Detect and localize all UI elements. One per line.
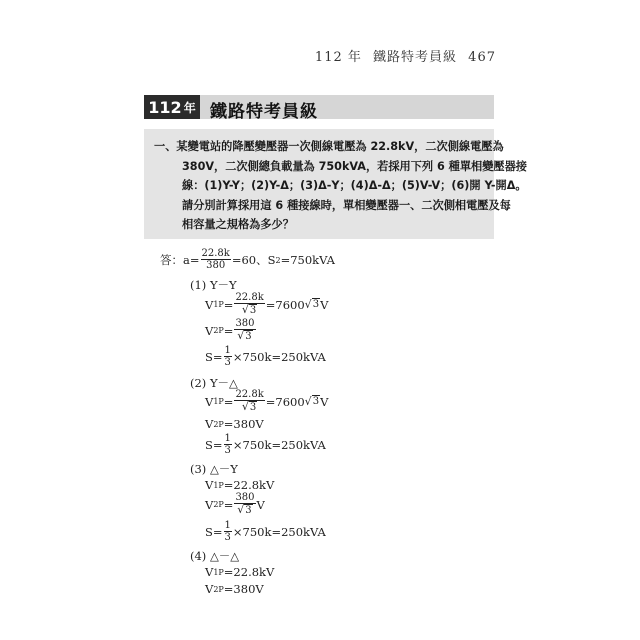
s-suffix: ×750k=250kVA: [232, 525, 326, 539]
v1-root: 3: [312, 299, 320, 310]
question-line: 380V，二次側總負載量為 750kVA，若採用下列 6 種單相變壓器接: [182, 159, 527, 173]
case-v1-row: [205, 565, 274, 579]
case-title: (3) △－Y: [190, 462, 238, 476]
v1-fraction: [234, 292, 264, 317]
v2-unit: V: [256, 497, 265, 512]
year-badge: [144, 95, 200, 119]
sqrt-icon: √: [241, 303, 249, 316]
a-denominator: 380: [206, 260, 226, 271]
case-title: (4) △－△: [190, 549, 240, 563]
header-title: 鐵路特考員級: [373, 50, 458, 65]
v2-value: =380V: [223, 582, 264, 596]
question-box: [144, 129, 527, 239]
year-unit: 年: [183, 100, 196, 115]
v1-label: V: [205, 478, 214, 492]
header-year: 112 年: [314, 50, 362, 65]
s-numerator: 1: [224, 520, 231, 531]
v2-den-root: 3: [245, 505, 252, 516]
v1-unit: V: [320, 394, 329, 409]
case-v2-row: [205, 417, 264, 431]
v1-den-root: 3: [249, 402, 257, 413]
case-v1-row: [205, 389, 328, 414]
case-title: (1) Y－Y: [190, 278, 237, 292]
a-fraction: [201, 248, 231, 272]
case-s-row: [205, 520, 326, 544]
v1-eq: =: [223, 297, 234, 312]
v1-subscript: 1P: [213, 480, 224, 490]
v2-subscript: 2P: [213, 326, 224, 335]
case-title: (2) Y－△: [190, 376, 238, 390]
s-fraction: [224, 345, 232, 369]
case-s-row: [205, 345, 326, 369]
v2-fraction: [234, 492, 255, 517]
s-suffix: ×750k=250kVA: [232, 438, 326, 452]
v1-root: 3: [312, 396, 320, 407]
s-numerator: 1: [224, 345, 231, 356]
v1-denominator: [242, 304, 257, 317]
question-line: 線：(1)Y-Y；(2)Y-Δ；(3)Δ-Y；(4)Δ-Δ；(5)V-V；(6)開 Y-開Δ。: [182, 179, 527, 192]
running-header: [309, 46, 496, 65]
v2-denominator: [237, 330, 252, 343]
sqrt-icon: √: [304, 298, 312, 311]
v2-den-root: 3: [245, 331, 252, 342]
year-number: 112: [148, 97, 182, 117]
sqrt-icon: √: [241, 400, 249, 413]
v1-numerator: 22.8k: [235, 389, 264, 400]
s-prefix: S=: [205, 525, 223, 539]
v1-label: V: [205, 565, 214, 579]
v1-label: V: [205, 297, 214, 312]
question-line: 請分別計算採用這 6 種接線時，單相變壓器一、二次側相電壓及每: [182, 198, 511, 212]
case-s-row: [205, 433, 326, 457]
s-suffix: ×750k=250kVA: [232, 350, 326, 364]
s-denominator: 3: [224, 445, 231, 456]
v1-label: V: [205, 394, 214, 409]
case-v2-row: [205, 492, 265, 517]
sqrt-icon: √: [237, 503, 245, 516]
case-v2-row: [205, 318, 257, 343]
v1-den-root: 3: [249, 305, 257, 316]
s-fraction: [224, 433, 232, 457]
question-text: [154, 137, 527, 235]
case-v1-row: [205, 292, 328, 317]
s-denominator: 3: [224, 357, 231, 368]
v2-denominator: [237, 504, 252, 517]
a-numerator: 22.8k: [201, 248, 230, 259]
v2-value: =380V: [223, 417, 264, 431]
v1-denominator: [242, 401, 257, 414]
section-title: 鐵路特考員級: [210, 102, 318, 122]
v1-result: =7600: [265, 297, 305, 312]
v2-subscript: 2P: [213, 500, 224, 509]
v1-subscript: 1P: [213, 567, 224, 577]
v1-unit: V: [320, 297, 329, 312]
a-prefix: a=: [183, 253, 200, 267]
header-page-number: 467: [468, 50, 496, 65]
s2-suffix: =750kVA: [280, 253, 335, 267]
v2-label: V: [205, 323, 214, 338]
v2-label: V: [205, 417, 214, 431]
v1-fraction: [234, 389, 264, 414]
s-fraction: [224, 520, 232, 544]
v1-numerator: 22.8k: [235, 292, 264, 303]
sqrt-icon: √: [237, 329, 245, 342]
v2-numerator: 380: [235, 492, 255, 503]
v2-eq: =: [223, 323, 234, 338]
v2-subscript: 2P: [213, 419, 224, 429]
question-line: 一、某變電站的降壓變壓器一次側線電壓為 22.8kV，二次側線電壓為: [154, 140, 504, 153]
v2-eq: =: [223, 497, 234, 512]
v2-label: V: [205, 582, 214, 596]
answer-label: 答：: [160, 253, 183, 267]
v2-numerator: 380: [235, 318, 255, 329]
v2-label: V: [205, 497, 214, 512]
v2-subscript: 2P: [213, 584, 224, 594]
v2-fraction: [234, 318, 255, 343]
s-denominator: 3: [224, 532, 231, 543]
question-line: 相容量之規格為多少？: [182, 218, 294, 231]
case-v2-row: [205, 582, 264, 596]
s-prefix: S=: [205, 350, 223, 364]
sqrt-icon: √: [304, 395, 312, 408]
s-prefix: S=: [205, 438, 223, 452]
v1-value: =22.8kV: [223, 478, 275, 492]
v1-subscript: 1P: [213, 300, 224, 309]
case-v1-row: [205, 478, 274, 492]
section-title-bar: [144, 95, 494, 122]
v1-eq: =: [223, 394, 234, 409]
v1-result: =7600: [265, 394, 305, 409]
v1-value: =22.8kV: [223, 565, 275, 579]
s2-subscript: 2: [275, 255, 281, 265]
v1-subscript: 1P: [213, 397, 224, 406]
s-numerator: 1: [224, 433, 231, 444]
a-suffix: =60、S: [231, 253, 276, 267]
answer-intro: [160, 248, 335, 272]
